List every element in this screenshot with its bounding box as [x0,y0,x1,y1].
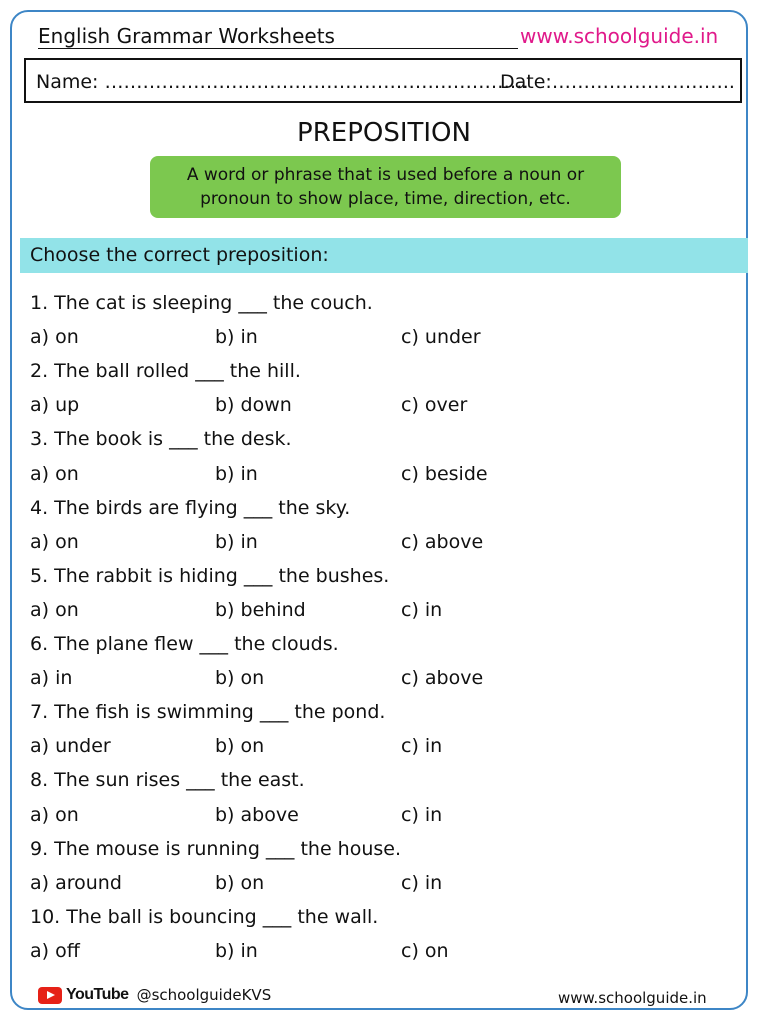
question-1-option-a[interactable]: a) on [30,326,79,349]
question-7-option-b[interactable]: b) on [215,735,265,758]
instruction-banner: Choose the correct preposition: [20,238,748,273]
youtube-handle: @schoolguideKVS [136,986,272,1004]
question-6-option-b[interactable]: b) on [215,667,265,690]
question-4-option-b[interactable]: b) in [215,530,258,553]
question-8-option-c[interactable]: c) in [401,803,443,826]
question-7-option-c[interactable]: c) in [401,735,443,758]
youtube-wordmark: YouTube [66,986,129,1003]
question-3-option-a[interactable]: a) on [30,462,79,485]
question-10-option-a[interactable]: a) off [30,940,80,962]
date-field[interactable]: Date:……………………….. [500,71,735,93]
question-5-option-c[interactable]: c) in [401,599,443,621]
question-7: 7. The fish is swimming ___ the pond. [30,701,386,724]
question-5-option-b[interactable]: b) behind [215,599,306,621]
question-10-option-b[interactable]: b) in [215,940,258,962]
question-1-option-b[interactable]: b) in [215,326,258,349]
question-9-option-b[interactable]: b) on [215,871,265,894]
question-9-option-a[interactable]: a) around [30,871,122,894]
question-3-option-b[interactable]: b) in [215,462,258,485]
question-1: 1. The cat is sleeping ___ the couch. [30,292,373,314]
question-3: 3. The book is ___ the desk. [30,428,292,451]
page-title: PREPOSITION [297,118,471,148]
question-7-option-a[interactable]: a) under [30,735,111,758]
question-6-option-a[interactable]: a) in [30,667,73,690]
youtube-channel[interactable] [38,986,271,1004]
header-underline [38,48,518,49]
question-8-option-a[interactable]: a) on [30,803,79,826]
question-6: 6. The plane flew ___ the clouds. [30,633,339,655]
question-5-option-a[interactable]: a) on [30,599,79,621]
question-2-option-c[interactable]: c) over [401,394,468,417]
question-2: 2. The ball rolled ___ the hill. [30,360,301,383]
question-10-option-c[interactable]: c) on [401,940,449,962]
question-9: 9. The mouse is running ___ the house. [30,837,402,860]
header-website-link[interactable]: www.schoolguide.in [520,24,719,48]
name-date-box [24,58,742,103]
definition-text: A word or phrase that is used before a noun or pronoun to show place, time, direction, etc. [186,165,585,209]
question-8: 8. The sun rises ___ the east. [30,769,305,792]
question-9-option-c[interactable]: c) in [401,871,443,894]
question-4-option-c[interactable]: c) above [401,530,484,553]
name-field[interactable]: Name: …………………………………………………………. [36,71,529,93]
question-5: 5. The rabbit is hiding ___ the bushes. [30,564,390,587]
footer-website-link[interactable]: www.schoolguide.in [558,989,707,1007]
youtube-logo-icon [38,987,62,1004]
question-2-option-b[interactable]: b) down [215,394,292,417]
question-10: 10. The ball is bouncing ___ the wall. [30,905,379,928]
question-3-option-c[interactable]: c) beside [401,462,488,485]
question-4: 4. The birds are flying ___ the sky. [30,496,351,519]
definition-box [150,156,621,218]
question-6-option-c[interactable]: c) above [401,667,484,690]
question-1-option-c[interactable]: c) under [401,326,481,349]
worksheet-header-title: English Grammar Worksheets [38,24,335,48]
question-8-option-b[interactable]: b) above [215,803,299,826]
question-4-option-a[interactable]: a) on [30,530,79,553]
question-2-option-a[interactable]: a) up [30,394,80,417]
